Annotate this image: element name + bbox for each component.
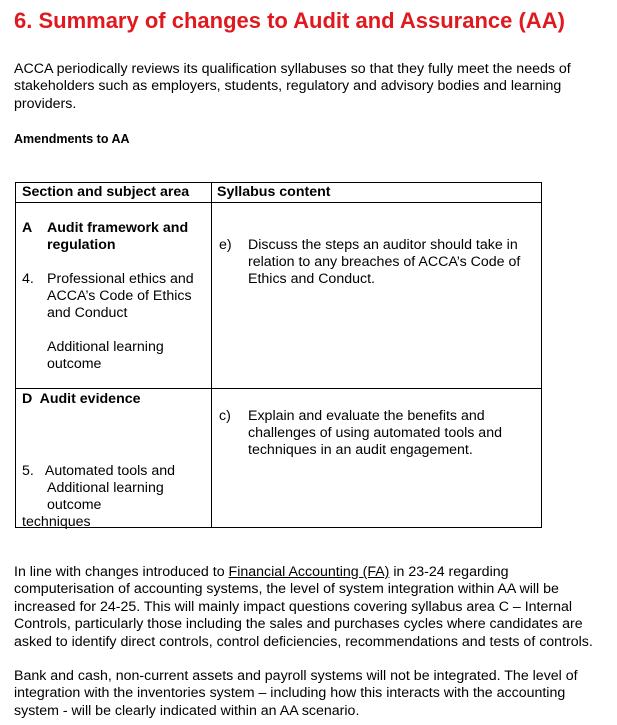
item-automated-tools: 5. Automated tools and techniques [22, 463, 176, 530]
intro-line: stakeholders such as employers, students, regulatory and advisory bodies and learning [14, 78, 562, 95]
section-title-audit-evidence: D Audit evidence [22, 391, 141, 407]
table-row-divider [16, 388, 541, 389]
paragraph-line: Bank and cash, non-current assets and payroll systems will not be integrated. The level of [14, 668, 578, 684]
amendments-heading: Amendments to AA [14, 132, 130, 146]
paragraph-line: In line with changes introduced to Financial Accounting (FA) in 23-24 regarding [14, 564, 509, 580]
syllabus-content-c: Explain and evaluate the benefits and challenges of using automated tools and techniques in an audit engagement. [248, 408, 502, 458]
section-letter-a: A [22, 220, 33, 236]
amendments-table [15, 182, 542, 528]
table-header-divider [16, 202, 541, 203]
paragraph-line: increased for 24-25. This will mainly impact questions covering syllabus area C – Internal [14, 598, 573, 615]
item-number-4: 4. [22, 271, 34, 287]
intro-line: ACCA periodically reviews its qualification syllabuses so that they fully meet the needs of [14, 61, 571, 77]
financial-accounting-link[interactable]: Financial Accounting (FA) [228, 564, 390, 580]
intro-line: providers. [14, 95, 77, 112]
paragraph-line: Controls, particularly those including the sales and purchases cycles where candidates are [14, 616, 583, 633]
paragraph-line: computerisation of accounting systems, the level of system integration within AA will be [14, 581, 559, 598]
syllabus-content-e: Discuss the steps an auditor should take in relation to any breaches of ACCA’s Code of Ethics and Conduct. [248, 237, 521, 287]
systems-paragraph [14, 668, 612, 720]
content-marker-c: c) [219, 408, 231, 424]
header-syllabus-content: Syllabus content [217, 184, 331, 200]
additional-learning-outcome: Additional learning outcome [47, 339, 164, 372]
table-column-divider [211, 183, 212, 527]
additional-learning-outcome: Additional learning outcome [47, 480, 164, 513]
header-section-subject-area: Section and subject area [22, 184, 190, 200]
integration-paragraph [14, 564, 612, 651]
paragraph-line: asked to identify direct controls, control deficiencies, recommendations and tests of controls. [14, 633, 593, 650]
paragraph-line: system - will be clearly indicated within an AA scenario. [14, 702, 360, 719]
item-professional-ethics: Professional ethics and ACCA’s Code of Ethics and Conduct [47, 271, 194, 321]
paragraph-line: integration with the inventories system – including how this interacts with the accounting [14, 685, 566, 702]
page-title: 6. Summary of changes to Audit and Assurance (AA) [14, 8, 565, 33]
intro-paragraph [14, 61, 612, 113]
section-title-audit-framework: Audit framework and regulation [47, 220, 189, 253]
content-marker-e: e) [219, 237, 232, 253]
